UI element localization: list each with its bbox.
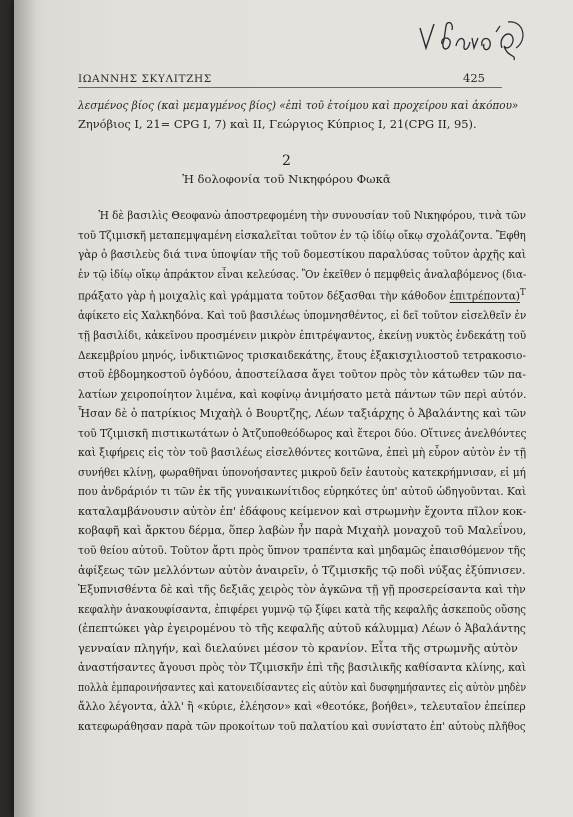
text-line-part: πράξατο γὰρ ἡ μοιχαλὶς καὶ γράμματα τοῦτον δέξασθαι τὴν κάθοδον (78, 289, 450, 303)
page-number: 425 (463, 71, 485, 85)
text-line: Δεκεμβρίου μηνός, ἰνδικτιῶνος τρισκαιδεκάτης, ἔτους ἑξακισχιλιοστοῦ τετρακοσιο- (78, 348, 526, 362)
text-line: τοῦ Τζιμισκῆ μεταπεμψαμένη εἰσκαλεῖται τοῦτον ἐν τῷ ἰδίῳ οἴκῳ σχολάζοντα. Ἔφθη (78, 228, 526, 242)
text-line: κατεφωράθησαν παρὰ τῶν προκοίτων τοῦ παλατίου καὶ συνίστατο ἐπ' αὐτοὺς πλῆθος (78, 719, 526, 733)
header-rule (78, 87, 502, 88)
section-number: 2 (282, 153, 291, 169)
text-line: λατίων χειροποίητον λιμένα, καὶ κοφίνῳ ἀνιμήσατο μετὰ πάντων τῶν περὶ αὐτόν. (78, 387, 527, 401)
text-line: Ἡ δὲ βασιλὶς Θεοφανὼ ἀποστρεφομένη τὴν συνουσίαν τοῦ Νικηφόρου, τινὰ τῶν (98, 209, 526, 222)
text-line: που ἀνδράριόν τι τῶν ἐκ τῆς γυναικωνίτιδος εὑρηκότες ὑπ' αὐτοῦ ὡδηγοῦνται. Καὶ (78, 485, 527, 499)
underlined-phrase: ἐπιτρέποντα) (449, 289, 521, 303)
page-gutter-shadow (14, 0, 36, 817)
text-line: στοῦ ἑβδομηκοστοῦ ὀγδόου, ἀποστείλασα ἄγει τοῦτον πρὸς τὸν κάτωθεν τῶν πα- (78, 368, 526, 382)
text-line: (ἐπεπτώκει γὰρ ἐγειρομένου τὸ τῆς κεφαλῆς αὐτοῦ κάλυμμα) Λέων ὁ Ἀβαλάντης (78, 622, 526, 636)
text-line: ἀφίξεως τῶν μελλόντων αὐτὸν ἀναιρεῖν, ὁ Τζιμισκῆς τῷ ποδὶ νύξας ἐξύπνισεν. (78, 563, 526, 577)
footnote-line: λεσμένος βίος (καὶ μεμαγμένος βίος) «ἐπὶ τοῦ ἑτοίμου καὶ προχείρου καὶ ἀκόπου» (78, 98, 519, 112)
text-line: ἀφίκετο εἰς Χαλκηδόνα. Καὶ τοῦ βασιλέως ὑπομνησθέντος, εἰ δεῖ τοῦτον εἰσελθεῖν ἐν (78, 309, 527, 323)
text-line: κεφαλὴν ἀνακουφίσαντα, ἐπιφέρει γυμνῷ τῷ ξίφει κατὰ τῆς κεφαλῆς ἀσκεποῦς οὔσης (78, 602, 526, 616)
book-page (14, 0, 573, 817)
footnote-line: Ζηνόβιος I, 21= CPG I, 7) καὶ II, Γεώργιος Κύπριος I, 21(CPG II, 95). (78, 117, 477, 131)
text-line: ἐν τῷ ἰδίῳ οἴκῳ ἀπράκτον εἶναι κελεύσας. Ὃν ἐκεῖθεν ὁ πεμφθεὶς ἀναλαβόμενος (δια- (78, 267, 527, 281)
text-line: πολλὰ ἐμπαροινήσαντες καὶ κατονειδίσαντες εἰς αὐτὸν καὶ δυσφημήσαντες εἰς αὐτὸν μηδὲν (78, 680, 527, 694)
running-header-author: ΙΩΑΝΝΗΣ ΣΚΥΛΙΤΖΗΣ (78, 73, 212, 85)
section-title: Ἡ δολοφονία τοῦ Νικηφόρου Φωκᾶ (182, 172, 391, 186)
text-line: τῇ βασιλίδι, κἀκεῖνου προσμένειν μικρὸν ἐπιτρέψαντος, ἐκείνῃ νυκτὸς ἑνδεκάτῃ τοῦ (78, 329, 527, 343)
handwritten-annotation (412, 18, 527, 63)
text-line: γενναίαν πληγήν, καὶ διελαύνει μέσον τὸ κρανίον. Εἶτα τῆς στρωμνῆς αὐτὸν (78, 641, 518, 655)
text-line: γὰρ ὁ βασιλεὺς διά τινα ὑποψίαν τῆς τοῦ δομεστίκου παραλύσας τοῦτον ἀρχῆς καὶ (78, 248, 527, 262)
margin-mark: Τ (520, 288, 526, 299)
body-text (78, 206, 526, 737)
text-line (78, 284, 526, 306)
text-line: τοῦ Τζιμισκῆ πιστικωτάτων ὁ Ἀτζυποθεόδωρος καὶ ἕτεροι δύο. Οἵτινες ἀνελθόντες (78, 426, 527, 440)
footnote-continuation (78, 96, 518, 134)
text-line: καὶ ξιφήρεις εἰς τὸν τοῦ βασιλέως εἰσελθόντες κοιτῶνα, ἐπεὶ μὴ εὗρον αὐτὸν ἐν τῇ (78, 446, 527, 460)
text-line: Ἐξυπνισθέντα δὲ καὶ τῆς δεξιᾶς χειρὸς τὸν ἀγκῶνα τῇ γῇ προσερείσαντα καὶ τὴν (78, 583, 526, 597)
text-line: τοῦ θείου αὐτοῦ. Τοῦτον ἄρτι πρὸς ὕπνον τραπέντα καὶ μηδαμῶς ἐπαισθόμενον τῆς (78, 544, 526, 558)
text-line: συνήθει κλίνῃ, φωραθῆναι ὑπονοήσαντες μικροῦ δεῖν ἑαυτοὺς κατεκρήμνισαν, εἰ μή (78, 465, 526, 479)
text-line: ἄλλο λέγοντα, ἀλλ' ἢ «κύριε, ἐλέησον» καὶ «θεοτόκε, βοήθει», τελευταῖον ἐπείπερ (78, 700, 526, 714)
text-line: Ἦσαν δὲ ὁ πατρίκιος Μιχαὴλ ὁ Βουρτζης, Λέων ταξιάρχης ὁ Ἀβαλάντης καὶ τῶν (78, 407, 527, 421)
text-line: ἀναστήσαντες ἄγουσι πρὸς τὸν Τζιμισκῆν ἐπὶ τῆς βασιλικῆς καθίσαντα κλίνης, καὶ (78, 661, 526, 675)
text-line: κοβαφῆ καὶ ἄρκτου δέρμα, ὅπερ λαβὼν ἦν παρὰ Μιχαὴλ μοναχοῦ τοῦ Μαλεΐνου, (78, 524, 527, 538)
text-line: καταλαμβάνουσιν αὐτὸν ἐπ' ἐδάφους κείμενον καὶ στρωμνὴν ἔχοντα πῖλον κοκ- (78, 504, 527, 518)
